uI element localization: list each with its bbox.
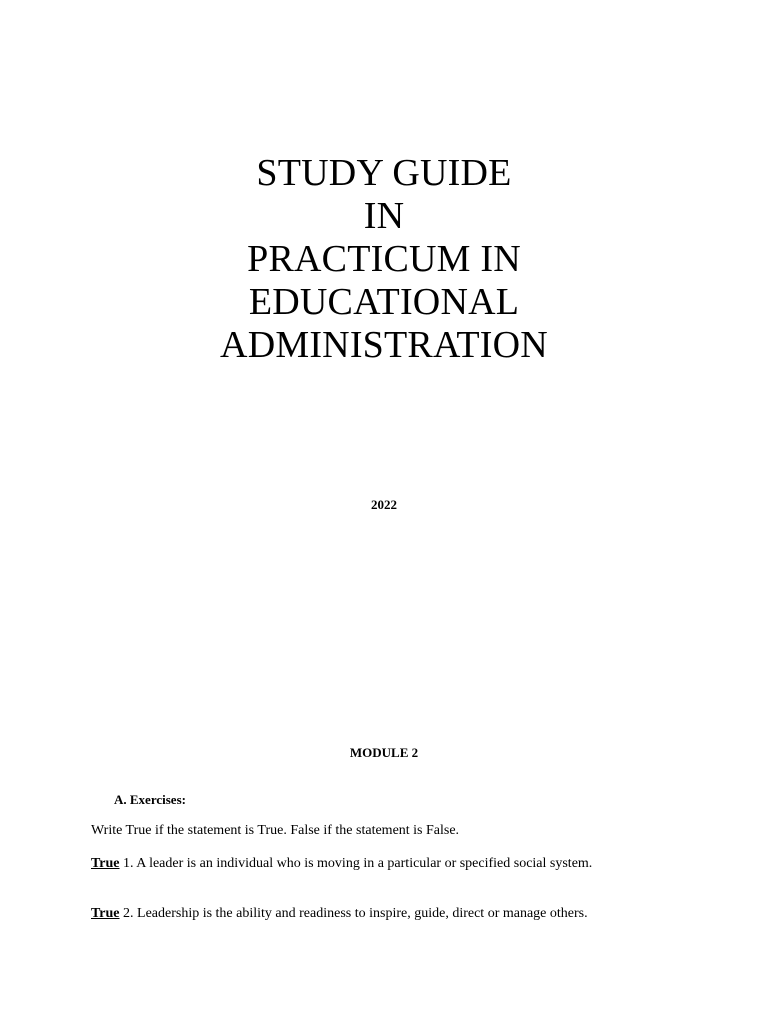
exercise-item [91, 905, 691, 922]
document-title [0, 152, 768, 367]
title-line: EDUCATIONAL [248, 281, 520, 323]
answer-label: True [91, 856, 120, 871]
title-line: ADMINISTRATION [220, 324, 548, 366]
exercises-heading: A. Exercises: [114, 792, 186, 807]
answer-label: True [91, 906, 120, 921]
document-year: 2022 [371, 497, 397, 512]
exercise-item [91, 855, 691, 872]
item-text: 2. Leadership is the ability and readiness to inspire, guide, direct or manage others. [119, 906, 588, 921]
item-text: 1. A leader is an individual who is moving in a particular or specified social system. [119, 856, 593, 871]
exercise-instruction: Write True if the statement is True. False if the statement is False. [91, 823, 460, 838]
title-line: STUDY GUIDE [256, 152, 512, 194]
module-heading: MODULE 2 [349, 745, 419, 760]
title-line: PRACTICUM IN [247, 238, 521, 280]
title-line: IN [363, 195, 405, 237]
